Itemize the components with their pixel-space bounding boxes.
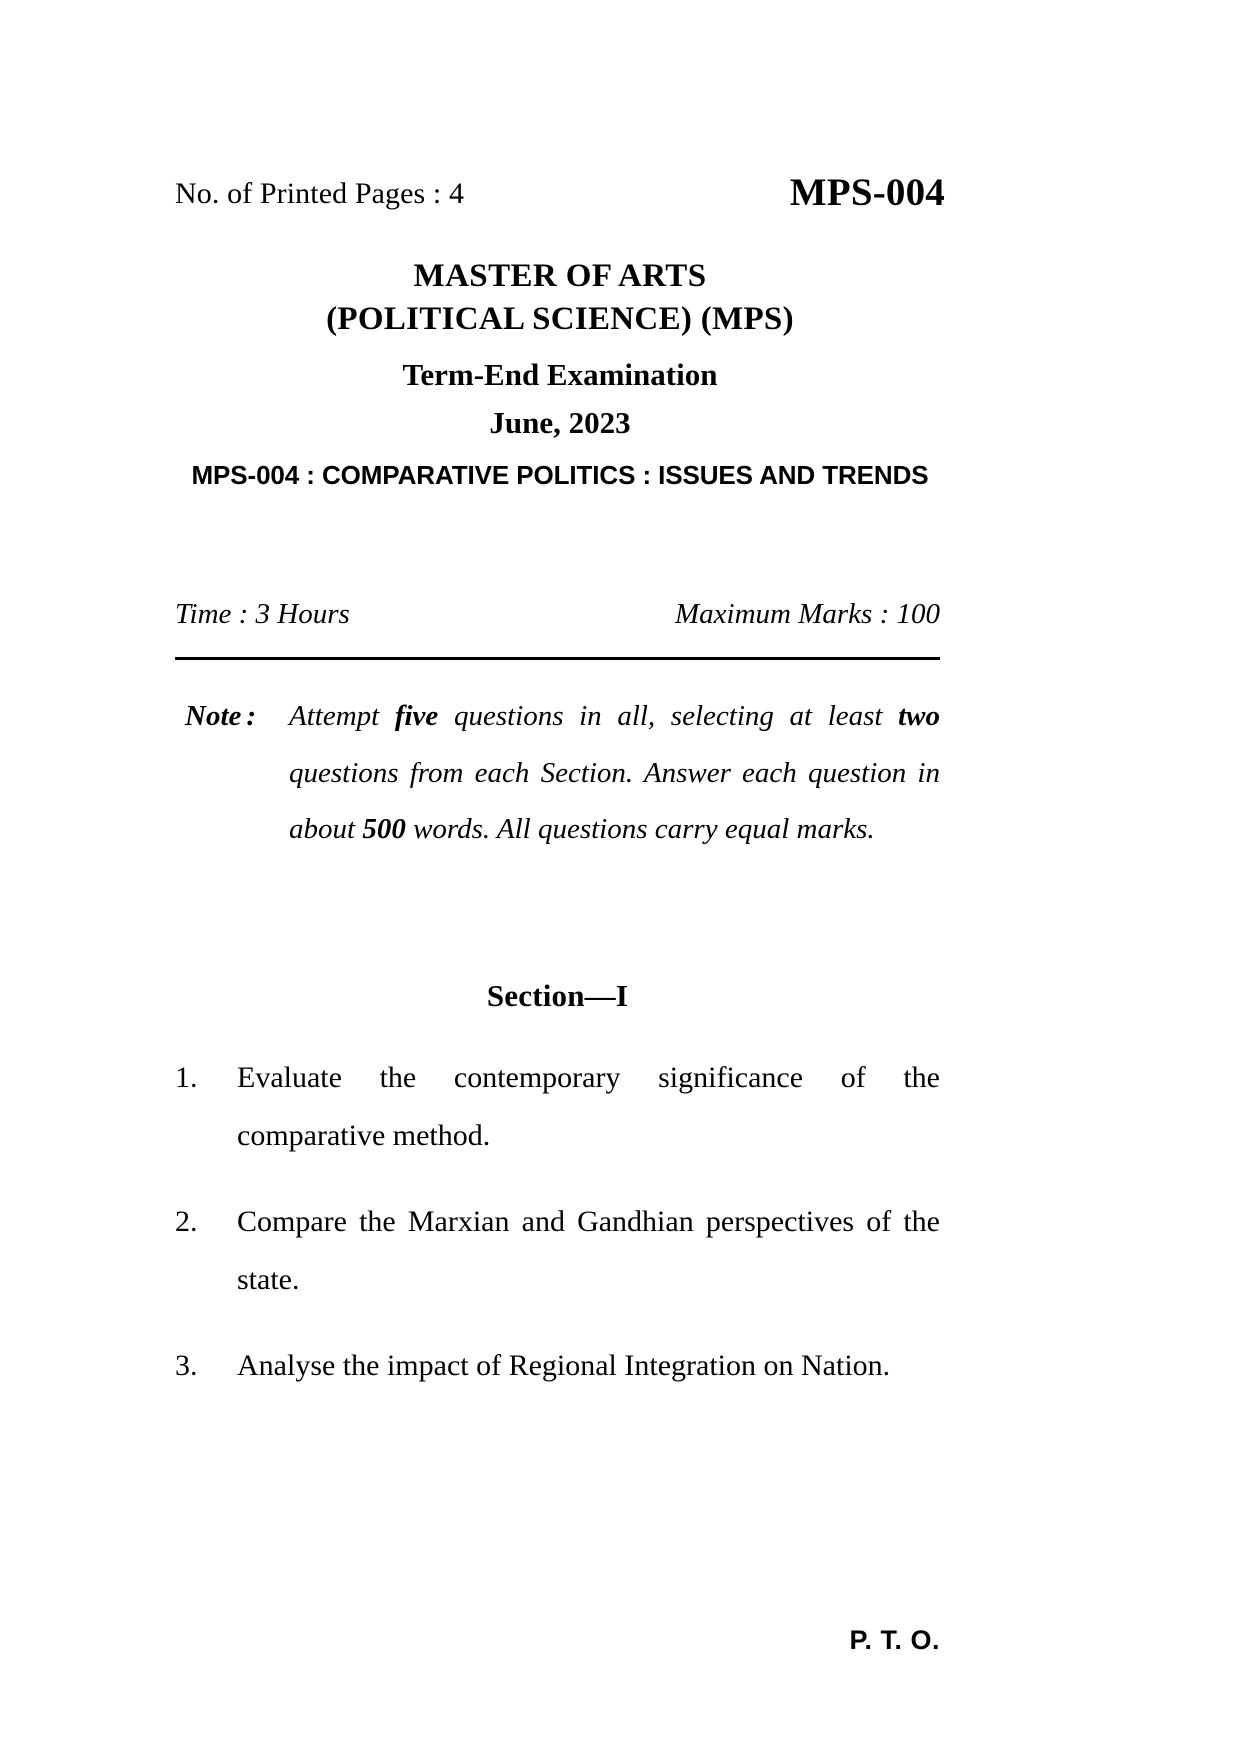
question-number: 3. bbox=[175, 1348, 198, 1382]
note-text bbox=[185, 688, 940, 858]
programme-name-line2: (POLITICAL SCIENCE) (MPS) bbox=[326, 300, 794, 337]
question-text: Analyse the impact of Regional Integration on Nation. bbox=[237, 1348, 891, 1382]
examination-session: June, 2023 bbox=[489, 405, 631, 441]
question-number: 1. bbox=[175, 1061, 198, 1094]
exam-meta-row bbox=[175, 598, 940, 631]
note-part-2: questions in all, selecting at least bbox=[438, 700, 899, 732]
note-label bbox=[185, 688, 289, 745]
question-item bbox=[175, 1049, 940, 1165]
examination-type: Term-End Examination bbox=[402, 356, 718, 392]
note-bold-two: two bbox=[898, 700, 940, 732]
note-block bbox=[185, 688, 940, 858]
page-turn-over-note: P. T. O. bbox=[849, 1625, 940, 1655]
question-number: 2. bbox=[175, 1204, 198, 1238]
maximum-marks: Maximum Marks : 100 bbox=[675, 598, 940, 630]
note-part-3: questions from each Section. Answer each question in about bbox=[289, 756, 940, 846]
note-label-word: Note bbox=[185, 700, 242, 732]
note-part-1: Attempt bbox=[289, 700, 395, 732]
programme-name-line1: MASTER OF ARTS bbox=[413, 258, 707, 294]
question-item bbox=[175, 1193, 940, 1309]
note-bold-five: five bbox=[394, 700, 439, 732]
question-text: Evaluate the contemporary significance of the comparative method. bbox=[237, 1061, 940, 1152]
course-title: MPS-004 : COMPARATIVE POLITICS : ISSUES AND TRENDS bbox=[191, 460, 929, 491]
header-divider-rule bbox=[175, 657, 940, 660]
note-bold-500: 500 bbox=[362, 813, 406, 846]
section-heading: Section—I bbox=[486, 978, 629, 1013]
question-text: Compare the Marxian and Gandhian perspectives of the state. bbox=[237, 1204, 940, 1296]
note-label-colon: : bbox=[246, 700, 257, 732]
question-list bbox=[175, 1049, 940, 1422]
paper-code: MPS-004 bbox=[789, 171, 945, 214]
title-block bbox=[175, 255, 945, 494]
note-part-4: words. All questions carry equal marks. bbox=[405, 813, 875, 846]
time-allowed: Time : 3 Hours bbox=[175, 598, 350, 630]
page-header bbox=[175, 168, 945, 213]
question-item bbox=[175, 1337, 940, 1395]
printed-pages-count: No. of Printed Pages : 4 bbox=[175, 177, 465, 210]
